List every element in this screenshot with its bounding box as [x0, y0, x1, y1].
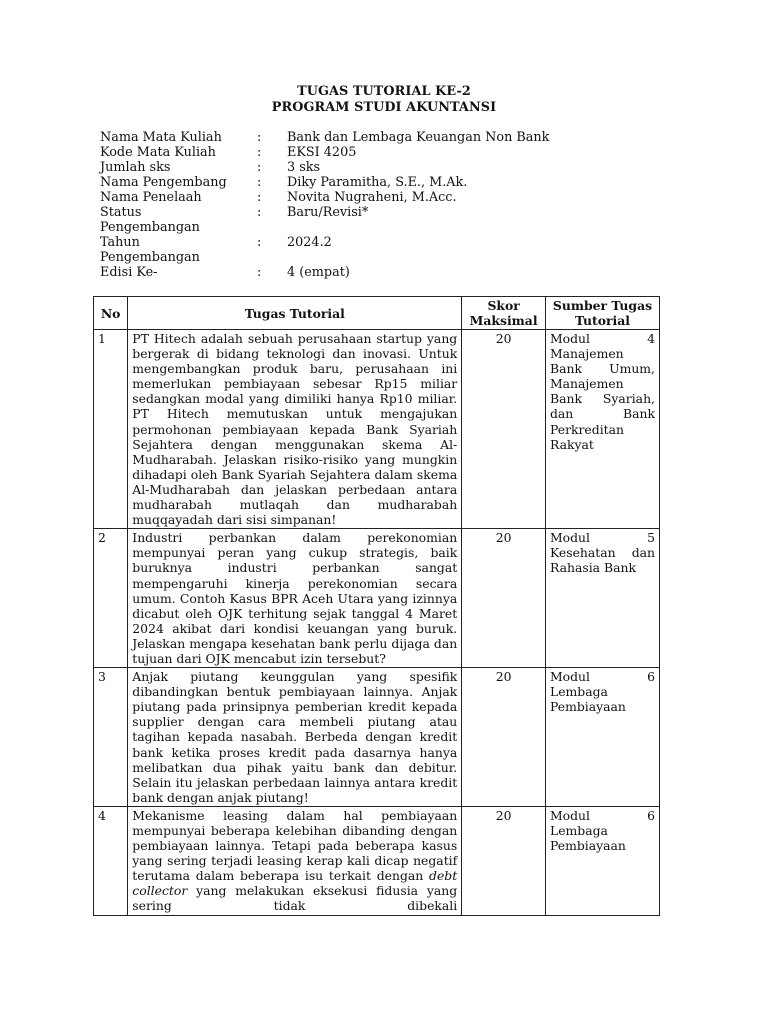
- column-header-score: Skor Maksimal: [462, 297, 546, 330]
- info-value: EKSI 4205: [287, 145, 357, 160]
- task-text: PT Hitech adalah sebuah perusahaan startup yang bergerak di bidang teknologi dan inovasi. Untuk mengembangkan produk baru, perusahaan ini memerlukan pembiayaan sebesar Rp15 miliar sedangkan modal yang dimiliki hanya Rp10 miliar. PT Hitech memutuskan untuk mengajukan permohonan pembiayaan kepada Bank Syariah Sejahtera dengan menggunakan skema Al-Mudharabah. Jelaskan risiko-risiko yang mungkin dihadapi oleh Bank Syariah Sejahtera dalam skema Al-Mudharabah dan jelaskan perbedaan antara mudharabah mutlaqah dan mudharabah muqqayadah dari sisi simpanan!: [128, 330, 462, 529]
- row-number: 2: [94, 529, 128, 668]
- task-text-italic: debt collector: [132, 868, 458, 899]
- max-score: 20: [462, 668, 546, 807]
- info-label-cont: Pengembangan: [100, 220, 200, 235]
- table-row: [94, 330, 660, 529]
- task-source: Modul 6 Lembaga Pembiayaan: [545, 806, 659, 915]
- column-header-source: Sumber Tugas Tutorial: [545, 297, 659, 330]
- task-text: Anjak piutang keunggulan yang spesifik dibandingkan bentuk pembiayaan lainnya. Anjak piutang pada prinsipnya pemberian kredit kepada supplier dengan cara membeli piutang atau tagihan kepada nasabah. Berbeda dengan kredit bank ketika proses kredit pada dasarnya hanya melibatkan dua pihak yaitu bank dan debitur. Selain itu jelaskan perbedaan lainnya antara kredit bank dengan anjak piutang!: [128, 668, 462, 807]
- document-title: TUGAS TUTORIAL KE-2: [297, 84, 471, 99]
- task-text-part: yang melakukan eksekusi fidusia yang sering tidak dibekali: [132, 883, 458, 914]
- program-title: PROGRAM STUDI AKUNTANSI: [271, 100, 497, 115]
- info-label: Tahun: [100, 235, 140, 250]
- info-value: 2024.2: [287, 235, 332, 250]
- max-score: 20: [462, 330, 546, 529]
- task-text: Industri perbankan dalam perekonomian mempunyai peran yang cukup strategis, baik buruknya industri perbankan sangat mempengaruhi kinerja perekonomian secara umum. Contoh Kasus BPR Aceh Utara yang izinnya dicabut oleh OJK terhitung sejak tanggal 4 Maret 2024 akibat dari kondisi keuangan yang buruk. Jelaskan mengapa kesehatan bank perlu dijaga dan tujuan dari OJK mencabut izin tersebut?: [128, 529, 462, 668]
- task-text: [128, 806, 462, 915]
- tasks-table: [93, 296, 660, 916]
- row-number: 1: [94, 330, 128, 529]
- info-label: Jumlah sks: [100, 160, 171, 175]
- info-colon: :: [257, 190, 262, 205]
- info-value: 4 (empat): [287, 265, 350, 280]
- task-source: Modul 6 Lembaga Pembiayaan: [545, 668, 659, 807]
- max-score: 20: [462, 806, 546, 915]
- info-label: Kode Mata Kuliah: [100, 145, 216, 160]
- info-value: Baru/Revisi*: [287, 205, 369, 220]
- info-value: Novita Nugraheni, M.Acc.: [287, 190, 457, 205]
- info-value: Bank dan Lembaga Keuangan Non Bank: [287, 130, 550, 145]
- table-row: [94, 806, 660, 915]
- task-text-part: Mekanisme leasing dalam hal pembiayaan mempunyai beberapa kelebihan dibanding dengan pembiayaan lainnya. Tetapi pada beberapa kasus yang sering terjadi leasing kerap kali dicap negatif terutama dalam beberapa isu terkait dengan: [132, 807, 458, 884]
- column-header-no: No: [94, 297, 128, 330]
- task-source: Modul 4 Manajemen Bank Umum, Manajemen Bank Syariah, dan Bank Perkreditan Rakyat: [545, 330, 659, 529]
- info-label: Nama Pengembang: [100, 175, 227, 190]
- info-label: Status: [100, 205, 142, 220]
- info-colon: :: [257, 160, 262, 175]
- info-colon: :: [257, 130, 262, 145]
- task-source: Modul 5 Kesehatan dan Rahasia Bank: [545, 529, 659, 668]
- info-colon: :: [257, 265, 262, 280]
- info-label: Nama Penelaah: [100, 190, 202, 205]
- row-number: 4: [94, 806, 128, 915]
- table-header-row: [94, 297, 660, 330]
- info-colon: :: [257, 235, 262, 250]
- info-colon: :: [257, 145, 262, 160]
- column-header-task: Tugas Tutorial: [128, 297, 462, 330]
- info-label: Edisi Ke-: [100, 265, 158, 280]
- info-value: 3 sks: [287, 160, 321, 175]
- info-colon: :: [257, 205, 262, 220]
- info-colon: :: [257, 175, 262, 190]
- info-label: Nama Mata Kuliah: [100, 130, 222, 145]
- table-row: [94, 529, 660, 668]
- row-number: 3: [94, 668, 128, 807]
- info-label-cont: Pengembangan: [100, 250, 200, 265]
- info-value: Diky Paramitha, S.E., M.Ak.: [287, 175, 468, 190]
- max-score: 20: [462, 529, 546, 668]
- table-row: [94, 668, 660, 807]
